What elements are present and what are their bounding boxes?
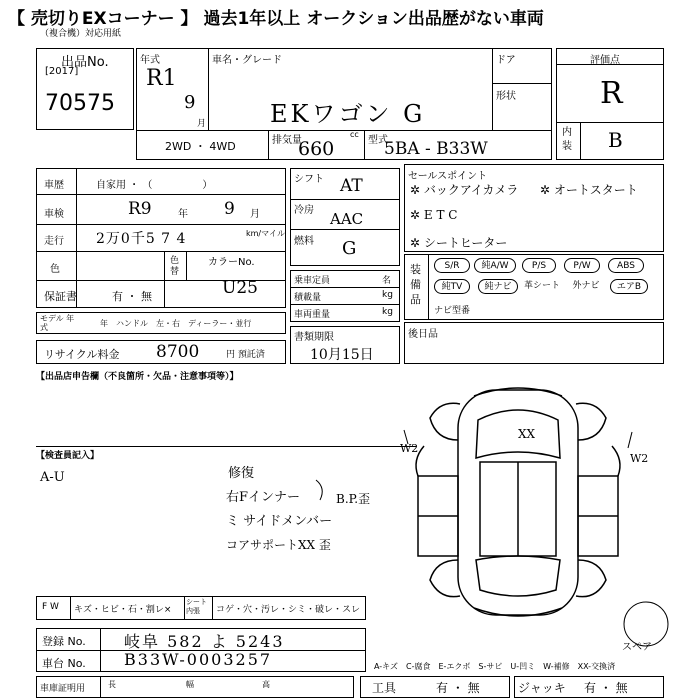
header-subtitle: （複合機）対応用紙 (40, 29, 122, 39)
diagram-mark-left: W2 (400, 442, 419, 455)
equip-pw: P/W (564, 258, 600, 273)
riders-unit: 名 (382, 276, 392, 286)
lot-number: 70575 (45, 91, 115, 116)
color-no-label: カラーNo. (208, 257, 255, 268)
lot-year-stamp: [2017] (45, 66, 79, 77)
load-label: 積載量 (294, 293, 322, 303)
equip-abs: ABS (608, 258, 644, 273)
sales-point-2-text: オートスタート (553, 183, 638, 197)
inspector-line-6: コアサポートXX 歪 (226, 538, 331, 552)
lot-label: 出品No. (61, 55, 109, 70)
jack-value: 有 ・ 無 (584, 681, 628, 695)
warranty-value: 有 ・ 無 (112, 290, 152, 303)
seller-notes-label: 【出品店申告欄（不良箇所・欠品・注意事項等）】 (36, 372, 239, 382)
front-right-wheel (576, 403, 606, 440)
shift-label: シフト (294, 174, 324, 185)
seat-label: シート 内張 (186, 598, 207, 615)
spare-label: スペア (622, 642, 652, 653)
fuel-value: G (342, 238, 357, 259)
sales-point-4: ✲ シートヒーター (410, 236, 508, 250)
inspector-line-2: 修復 (228, 466, 255, 481)
sales-point-3: ✲ E T C (410, 208, 458, 222)
inspector-line-4: B.P.歪 (336, 492, 371, 506)
inspector-line-1: A-U (40, 470, 65, 485)
tools-label: 工具 (372, 681, 397, 695)
equipment-label: 装備品 (410, 263, 421, 306)
interior-value: B (608, 128, 623, 152)
equip-airbag: エアB (610, 279, 648, 294)
chassis-label: 車台 No. (42, 657, 86, 670)
diagram-mark-xx: XX (518, 427, 536, 441)
ac-label: 冷房 (294, 205, 314, 216)
front-left-wheel (430, 403, 460, 440)
shift-value: AT (340, 176, 363, 196)
fuel-label: 燃料 (294, 236, 314, 247)
equip-nav: 純ナビ (478, 279, 518, 294)
history-value: 自家用 ・ （ ） (96, 180, 213, 191)
displacement-label: 排気量 (272, 135, 302, 146)
rear-left-wheel (430, 560, 460, 597)
mileage-value: 2万0千5 7 4 (96, 231, 187, 247)
year-label: 年式 (140, 55, 160, 66)
weight-label: 車両重量 (294, 310, 331, 320)
riders-label: 乗車定員 (294, 276, 331, 286)
color-no-value: U25 (222, 278, 258, 298)
mileage-unit: km/マイル (246, 229, 285, 238)
damage-legend: A-キズ C-腐食 E-エクボ S-サビ U-凹ミ W-補修 XX-交換済 (374, 662, 616, 671)
cert-width: 幅 (186, 680, 194, 689)
color-label: 色 (50, 264, 60, 275)
name-label: 車名・グレード (212, 55, 282, 66)
mileage-label: 走行 (44, 236, 64, 247)
sales-points-label: セールスポイント (408, 171, 488, 182)
shape-label: 形状 (496, 91, 516, 102)
history-label: 車歴 (44, 180, 64, 191)
model-type-fields: 年 ハンドル 左・右 ディーラー・並行 (100, 319, 252, 328)
inspection-month-unit: 月 (250, 209, 260, 220)
inspection-era: R9 (128, 199, 152, 219)
displacement-unit: cc (350, 130, 359, 139)
month-unit: 月 (197, 119, 207, 129)
cert-label: 車庫証明用 (40, 684, 86, 694)
sales-point-1-text: バックアイカメラ (423, 183, 519, 197)
inspector-line-5: ミ サイドメンバー (226, 514, 333, 529)
rear-right-wheel (576, 560, 606, 597)
score-value: R (600, 76, 623, 111)
chassis-value: B33W-0003257 (124, 650, 273, 669)
weight-unit: kg (382, 307, 393, 317)
equip-tv: 純TV (434, 279, 470, 294)
model-label: 型式 (368, 135, 388, 146)
inspection-year-unit: 年 (178, 209, 188, 220)
after-items-label: 後日品 (408, 329, 438, 340)
month-value: 9 (184, 92, 196, 113)
displacement-value: 660 (298, 138, 335, 160)
equip-ext-nav: 外ナビ (572, 281, 600, 291)
drive-label: 2WD ・ 4WD (165, 140, 236, 153)
cert-length: 長 (108, 680, 116, 689)
equip-leather: 革シート (523, 281, 560, 291)
deadline-label: 書類期限 (294, 332, 334, 343)
header-title: 【 売切りEXコーナー 】 過去1年以上 オークション出品歴がない車両 (8, 9, 544, 29)
ac-value: AAC (330, 210, 364, 228)
inspection-label: 車検 (44, 209, 64, 220)
load-unit: kg (382, 290, 393, 300)
seat-text: コゲ・穴・汚レ・シミ・破レ・スレ (216, 605, 361, 615)
year-value: R1 (146, 66, 177, 91)
inspection-month: 9 (224, 199, 235, 219)
sales-point-3-text: E T C (423, 208, 458, 222)
reg-value: 岐阜 582 よ 5243 (124, 632, 285, 651)
cert-height: 高 (262, 680, 270, 689)
nav-type-label: ナビ型番 (434, 306, 471, 316)
model-value: 5BA - B33W (384, 139, 488, 159)
recycle-amount: 8700 (156, 342, 200, 362)
equip-alloy: 純A/W (474, 258, 516, 273)
door-label: ドア (496, 55, 516, 66)
reg-label: 登録 No. (42, 635, 86, 648)
fw-text: キズ・ヒビ・石・割レ× (74, 605, 172, 615)
inspector-label: 【検査員記入】 (36, 451, 100, 461)
vehicle-name: EKワゴン G (270, 100, 426, 128)
inspector-line-3: 右Fインナー (226, 490, 301, 505)
score-label: 評価点 (590, 55, 620, 66)
rear-window-outline (476, 556, 560, 596)
tools-value: 有 ・ 無 (436, 681, 480, 695)
sales-point-1: ✲ バックアイカメラ (410, 183, 519, 197)
recycle-unit: 円 預託済 (226, 350, 265, 360)
equip-ps: P/S (522, 258, 556, 273)
deadline-value: 10月15日 (310, 347, 374, 363)
equip-sr: S/R (434, 258, 470, 273)
warranty-label: 保証書 (44, 290, 77, 303)
jack-label: ジャッキ (518, 681, 566, 695)
sales-point-4-text: シートヒーター (423, 236, 508, 250)
fw-label: F W (42, 602, 59, 612)
diagram-mark-right: W2 (630, 452, 649, 465)
sales-point-2: ✲ オートスタート (540, 183, 638, 197)
recycle-label: リサイクル料金 (44, 348, 120, 361)
interior-label: 内装 (562, 127, 572, 152)
color-change-label: 色替 (170, 256, 180, 277)
model-type-label: モデル 年式 (40, 314, 75, 332)
